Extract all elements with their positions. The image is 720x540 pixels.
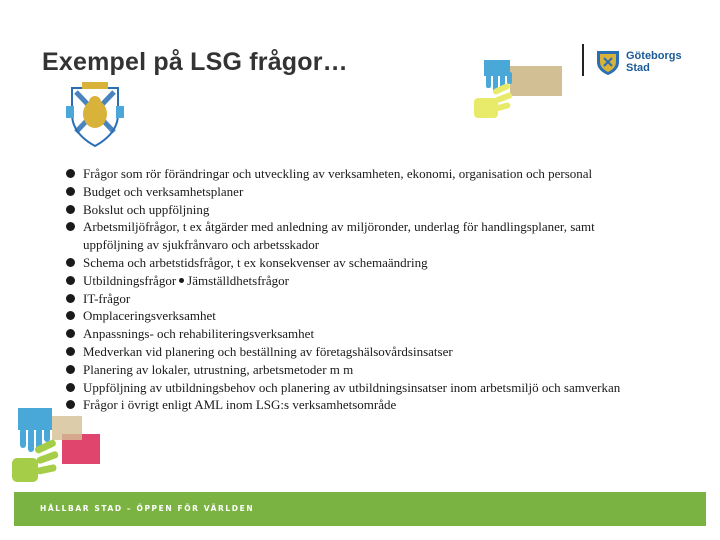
list-item xyxy=(66,379,636,397)
list-item xyxy=(66,343,636,361)
crest-icon xyxy=(64,80,126,148)
list-item-text: Omplaceringsverksamhet xyxy=(83,308,216,324)
bullet-list xyxy=(66,165,636,414)
footer-slogan: HÅLLBAR STAD – ÖPPEN FÖR VÄRLDEN xyxy=(40,504,255,513)
list-item-text-2: Jämställdhetsfrågor xyxy=(187,272,289,288)
list-item xyxy=(66,361,636,379)
hands-graphic xyxy=(470,54,566,122)
logo-wordmark xyxy=(626,50,682,74)
list-item xyxy=(66,201,636,219)
inline-bullet xyxy=(179,278,184,283)
list-item-text: Medverkan vid planering och beställning av företagshälsovårdsinsatser xyxy=(83,343,453,359)
list-item xyxy=(66,218,636,254)
list-item xyxy=(66,325,636,343)
list-item-text: Bokslut och uppföljning xyxy=(83,201,210,217)
list-item xyxy=(66,290,636,308)
list-item xyxy=(66,254,636,272)
list-item xyxy=(66,396,636,414)
list-item-text: Schema och arbetstidsfrågor, t ex konsekvenser av schemaändring xyxy=(83,254,428,270)
logo-line-1: Göteborgs xyxy=(626,50,682,62)
list-item-text: Frågor som rör förändringar och utveckling av verksamheten, ekonomi, organisation och personal xyxy=(83,166,593,181)
slide-title: Exempel på LSG frågor… xyxy=(42,48,348,76)
list-item-text: Budget och verksamhetsplaner xyxy=(83,183,244,199)
list-item-text: Planering av lokaler, utrustning, arbetsmetoder m m xyxy=(83,361,354,377)
list-item-text: Arbetsmiljöfrågor, t ex åtgärder med anledning av miljöronder, underlag för handlingsplaner, samt uppföljning av sjukfrånvaro och arbetsskador xyxy=(83,219,595,253)
list-item-text: Anpassnings- och rehabiliteringsverksamhet xyxy=(83,326,315,342)
list-item xyxy=(66,165,636,183)
hands-graphic-bottom xyxy=(12,406,102,486)
logo-line-2: Stad xyxy=(626,62,650,74)
list-item xyxy=(66,307,636,325)
list-item-text: IT-frågor xyxy=(83,290,131,306)
list-item-text: Utbildningsfrågor xyxy=(83,272,177,288)
header-divider xyxy=(582,44,584,76)
list-item-text: Uppföljning av utbildningsbehov och planering av utbildningsinsatser inom arbetsmiljö och samverkan xyxy=(83,379,621,395)
goteborg-logo-icon xyxy=(594,48,622,76)
list-item xyxy=(66,272,636,290)
list-item-text: Frågor i övrigt enligt AML inom LSG:s verksamhetsområde xyxy=(83,397,397,413)
footer-bar xyxy=(14,492,706,526)
list-item xyxy=(66,183,636,201)
